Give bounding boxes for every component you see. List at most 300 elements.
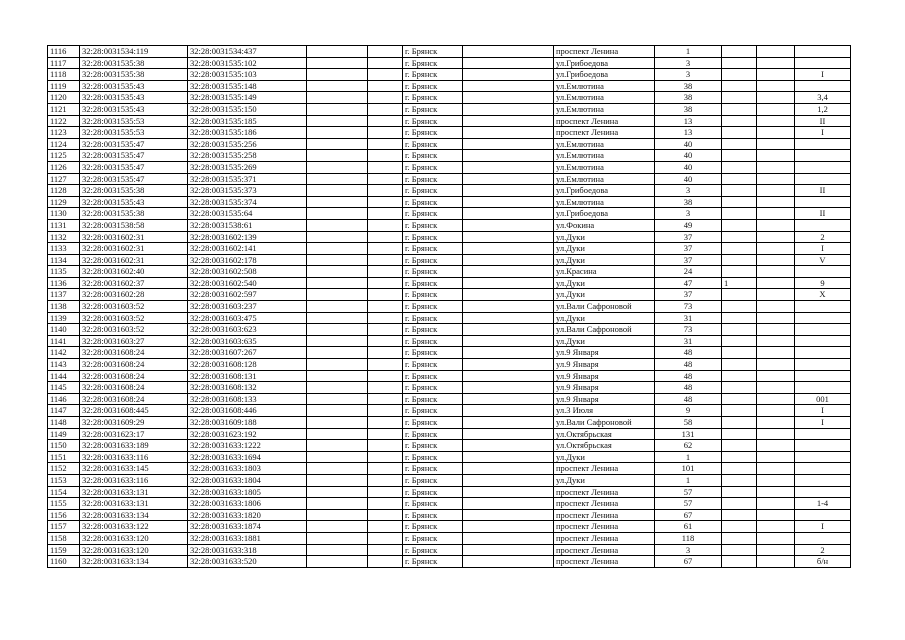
row-number-cell: 1156 <box>48 509 80 521</box>
street-cell: проспект Ленина <box>554 544 655 556</box>
parcel-cadastral-number-cell: 32:28:0031602:28 <box>80 289 188 301</box>
cadastral-register-table <box>47 45 851 568</box>
building-number-cell <box>722 92 757 104</box>
parcel-cadastral-number-cell: 32:28:0031535:43 <box>80 196 188 208</box>
empty-col-2-cell <box>368 208 403 220</box>
table-row <box>48 46 851 58</box>
city-cell: г. Брянск <box>403 405 463 417</box>
row-number-cell: 1159 <box>48 544 80 556</box>
empty-col-1-cell <box>307 138 368 150</box>
row-number-cell: 1154 <box>48 486 80 498</box>
table-row <box>48 266 851 278</box>
table-row <box>48 196 851 208</box>
city-cell: г. Брянск <box>403 556 463 568</box>
city-cell: г. Брянск <box>403 509 463 521</box>
house-number-cell: 40 <box>655 173 722 185</box>
empty-col-2-cell <box>368 498 403 510</box>
object-cadastral-number-cell: 32:28:0031535:258 <box>188 150 307 162</box>
row-number-cell: 1121 <box>48 103 80 115</box>
city-cell: г. Брянск <box>403 127 463 139</box>
object-cadastral-number-cell: 32:28:0031608:131 <box>188 370 307 382</box>
empty-col-4-cell <box>757 185 795 197</box>
table-row <box>48 312 851 324</box>
empty-col-2-cell <box>368 289 403 301</box>
empty-col-4-cell <box>757 127 795 139</box>
empty-col-2-cell <box>368 532 403 544</box>
street-cell: ул.Дуки <box>554 277 655 289</box>
premises-number-cell <box>795 46 851 58</box>
empty-col-4-cell <box>757 509 795 521</box>
parcel-cadastral-number-cell: 32:28:0031603:52 <box>80 312 188 324</box>
empty-col-2-cell <box>368 486 403 498</box>
house-number-cell: 3 <box>655 544 722 556</box>
row-number-cell: 1132 <box>48 231 80 243</box>
empty-col-3-cell <box>463 46 554 58</box>
empty-col-1-cell <box>307 92 368 104</box>
house-number-cell: 3 <box>655 185 722 197</box>
city-cell: г. Брянск <box>403 254 463 266</box>
row-number-cell: 1120 <box>48 92 80 104</box>
empty-col-4-cell <box>757 254 795 266</box>
building-number-cell <box>722 289 757 301</box>
building-number-cell <box>722 509 757 521</box>
object-cadastral-number-cell: 32:28:0031633:1694 <box>188 451 307 463</box>
house-number-cell: 40 <box>655 161 722 173</box>
building-number-cell <box>722 312 757 324</box>
table-row <box>48 556 851 568</box>
city-cell: г. Брянск <box>403 393 463 405</box>
row-number-cell: 1140 <box>48 324 80 336</box>
house-number-cell: 48 <box>655 347 722 359</box>
city-cell: г. Брянск <box>403 231 463 243</box>
empty-col-2-cell <box>368 219 403 231</box>
object-cadastral-number-cell: 32:28:0031633:1222 <box>188 440 307 452</box>
parcel-cadastral-number-cell: 32:28:0031535:53 <box>80 115 188 127</box>
row-number-cell: 1124 <box>48 138 80 150</box>
empty-col-3-cell <box>463 150 554 162</box>
object-cadastral-number-cell: 32:28:0031535:149 <box>188 92 307 104</box>
row-number-cell: 1127 <box>48 173 80 185</box>
city-cell: г. Брянск <box>403 92 463 104</box>
parcel-cadastral-number-cell: 32:28:0031602:31 <box>80 243 188 255</box>
city-cell: г. Брянск <box>403 196 463 208</box>
empty-col-2-cell <box>368 254 403 266</box>
house-number-cell: 37 <box>655 254 722 266</box>
house-number-cell: 57 <box>655 486 722 498</box>
empty-col-3-cell <box>463 277 554 289</box>
building-number-cell <box>722 196 757 208</box>
premises-number-cell: V <box>795 254 851 266</box>
empty-col-3-cell <box>463 382 554 394</box>
row-number-cell: 1157 <box>48 521 80 533</box>
premises-number-cell <box>795 440 851 452</box>
object-cadastral-number-cell: 32:28:0031602:139 <box>188 231 307 243</box>
object-cadastral-number-cell: 32:28:0031602:597 <box>188 289 307 301</box>
parcel-cadastral-number-cell: 32:28:0031535:47 <box>80 173 188 185</box>
premises-number-cell <box>795 150 851 162</box>
premises-number-cell <box>795 347 851 359</box>
empty-col-4-cell <box>757 208 795 220</box>
premises-number-cell <box>795 266 851 278</box>
empty-col-3-cell <box>463 474 554 486</box>
building-number-cell <box>722 254 757 266</box>
empty-col-3-cell <box>463 405 554 417</box>
empty-col-4-cell <box>757 150 795 162</box>
parcel-cadastral-number-cell: 32:28:0031633:189 <box>80 440 188 452</box>
empty-col-1-cell <box>307 521 368 533</box>
empty-col-4-cell <box>757 312 795 324</box>
house-number-cell: 40 <box>655 150 722 162</box>
object-cadastral-number-cell: 32:28:0031535:148 <box>188 80 307 92</box>
empty-col-3-cell <box>463 393 554 405</box>
street-cell: ул.Емлютина <box>554 103 655 115</box>
object-cadastral-number-cell: 32:28:0031608:133 <box>188 393 307 405</box>
row-number-cell: 1149 <box>48 428 80 440</box>
building-number-cell <box>722 138 757 150</box>
building-number-cell <box>722 417 757 429</box>
table-row <box>48 498 851 510</box>
empty-col-1-cell <box>307 451 368 463</box>
empty-col-2-cell <box>368 417 403 429</box>
empty-col-3-cell <box>463 509 554 521</box>
empty-col-4-cell <box>757 521 795 533</box>
empty-col-1-cell <box>307 382 368 394</box>
empty-col-1-cell <box>307 266 368 278</box>
premises-number-cell: I <box>795 127 851 139</box>
premises-number-cell <box>795 474 851 486</box>
table-row <box>48 486 851 498</box>
empty-col-4-cell <box>757 474 795 486</box>
premises-number-cell: 2 <box>795 544 851 556</box>
parcel-cadastral-number-cell: 32:28:0031623:17 <box>80 428 188 440</box>
empty-col-2-cell <box>368 80 403 92</box>
row-number-cell: 1122 <box>48 115 80 127</box>
object-cadastral-number-cell: 32:28:0031633:1820 <box>188 509 307 521</box>
empty-col-3-cell <box>463 138 554 150</box>
street-cell: ул.Дуки <box>554 231 655 243</box>
row-number-cell: 1142 <box>48 347 80 359</box>
row-number-cell: 1130 <box>48 208 80 220</box>
premises-number-cell <box>795 301 851 313</box>
building-number-cell <box>722 474 757 486</box>
row-number-cell: 1152 <box>48 463 80 475</box>
premises-number-cell <box>795 196 851 208</box>
empty-col-4-cell <box>757 440 795 452</box>
table-row <box>48 428 851 440</box>
premises-number-cell: 2 <box>795 231 851 243</box>
parcel-cadastral-number-cell: 32:28:0031633:131 <box>80 486 188 498</box>
street-cell: ул.Емлютина <box>554 196 655 208</box>
object-cadastral-number-cell: 32:28:0031602:141 <box>188 243 307 255</box>
building-number-cell <box>722 243 757 255</box>
row-number-cell: 1126 <box>48 161 80 173</box>
house-number-cell: 3 <box>655 208 722 220</box>
street-cell: проспект Ленина <box>554 498 655 510</box>
premises-number-cell <box>795 57 851 69</box>
building-number-cell <box>722 324 757 336</box>
empty-col-3-cell <box>463 103 554 115</box>
street-cell: ул.Дуки <box>554 474 655 486</box>
row-number-cell: 1119 <box>48 80 80 92</box>
street-cell: ул.Дуки <box>554 243 655 255</box>
empty-col-2-cell <box>368 335 403 347</box>
building-number-cell <box>722 370 757 382</box>
row-number-cell: 1153 <box>48 474 80 486</box>
street-cell: ул.9 Января <box>554 382 655 394</box>
city-cell: г. Брянск <box>403 301 463 313</box>
empty-col-3-cell <box>463 544 554 556</box>
row-number-cell: 1158 <box>48 532 80 544</box>
city-cell: г. Брянск <box>403 150 463 162</box>
empty-col-1-cell <box>307 185 368 197</box>
empty-col-3-cell <box>463 289 554 301</box>
empty-col-4-cell <box>757 451 795 463</box>
empty-col-4-cell <box>757 92 795 104</box>
parcel-cadastral-number-cell: 32:28:0031535:47 <box>80 161 188 173</box>
building-number-cell <box>722 498 757 510</box>
street-cell: ул.Грибоедова <box>554 185 655 197</box>
premises-number-cell <box>795 138 851 150</box>
street-cell: ул.Емлютина <box>554 150 655 162</box>
empty-col-3-cell <box>463 498 554 510</box>
building-number-cell <box>722 80 757 92</box>
empty-col-1-cell <box>307 486 368 498</box>
empty-col-2-cell <box>368 521 403 533</box>
building-number-cell: 1 <box>722 277 757 289</box>
house-number-cell: 24 <box>655 266 722 278</box>
house-number-cell: 101 <box>655 463 722 475</box>
parcel-cadastral-number-cell: 32:28:0031608:24 <box>80 370 188 382</box>
empty-col-1-cell <box>307 161 368 173</box>
building-number-cell <box>722 463 757 475</box>
premises-number-cell <box>795 486 851 498</box>
object-cadastral-number-cell: 32:28:0031633:1804 <box>188 474 307 486</box>
empty-col-4-cell <box>757 196 795 208</box>
premises-number-cell: I <box>795 243 851 255</box>
row-number-cell: 1160 <box>48 556 80 568</box>
premises-number-cell: X <box>795 289 851 301</box>
empty-col-4-cell <box>757 80 795 92</box>
house-number-cell: 62 <box>655 440 722 452</box>
parcel-cadastral-number-cell: 32:28:0031633:134 <box>80 509 188 521</box>
street-cell: ул.Дуки <box>554 312 655 324</box>
table-row <box>48 219 851 231</box>
house-number-cell: 38 <box>655 103 722 115</box>
house-number-cell: 67 <box>655 556 722 568</box>
empty-col-1-cell <box>307 324 368 336</box>
street-cell: ул.Дуки <box>554 335 655 347</box>
parcel-cadastral-number-cell: 32:28:0031602:31 <box>80 231 188 243</box>
building-number-cell <box>722 532 757 544</box>
empty-col-3-cell <box>463 127 554 139</box>
empty-col-2-cell <box>368 405 403 417</box>
table-row <box>48 405 851 417</box>
table-row <box>48 115 851 127</box>
empty-col-2-cell <box>368 544 403 556</box>
table-row <box>48 208 851 220</box>
table-row <box>48 161 851 173</box>
table-row <box>48 173 851 185</box>
empty-col-1-cell <box>307 312 368 324</box>
empty-col-3-cell <box>463 417 554 429</box>
house-number-cell: 40 <box>655 138 722 150</box>
house-number-cell: 31 <box>655 312 722 324</box>
empty-col-4-cell <box>757 301 795 313</box>
empty-col-4-cell <box>757 486 795 498</box>
table-row <box>48 324 851 336</box>
empty-col-3-cell <box>463 69 554 81</box>
empty-col-1-cell <box>307 498 368 510</box>
row-number-cell: 1134 <box>48 254 80 266</box>
empty-col-4-cell <box>757 498 795 510</box>
house-number-cell: 38 <box>655 92 722 104</box>
object-cadastral-number-cell: 32:28:0031603:623 <box>188 324 307 336</box>
street-cell: проспект Ленина <box>554 532 655 544</box>
street-cell: проспект Ленина <box>554 509 655 521</box>
city-cell: г. Брянск <box>403 46 463 58</box>
row-number-cell: 1117 <box>48 57 80 69</box>
premises-number-cell <box>795 359 851 371</box>
building-number-cell <box>722 347 757 359</box>
table-row <box>48 417 851 429</box>
city-cell: г. Брянск <box>403 289 463 301</box>
parcel-cadastral-number-cell: 32:28:0031602:37 <box>80 277 188 289</box>
city-cell: г. Брянск <box>403 324 463 336</box>
building-number-cell <box>722 405 757 417</box>
table-body <box>48 46 851 568</box>
empty-col-2-cell <box>368 556 403 568</box>
object-cadastral-number-cell: 32:28:0031535:103 <box>188 69 307 81</box>
empty-col-1-cell <box>307 80 368 92</box>
parcel-cadastral-number-cell: 32:28:0031535:38 <box>80 57 188 69</box>
house-number-cell: 37 <box>655 231 722 243</box>
object-cadastral-number-cell: 32:28:0031633:1806 <box>188 498 307 510</box>
empty-col-1-cell <box>307 277 368 289</box>
empty-col-3-cell <box>463 451 554 463</box>
house-number-cell: 58 <box>655 417 722 429</box>
empty-col-1-cell <box>307 405 368 417</box>
empty-col-4-cell <box>757 243 795 255</box>
empty-col-4-cell <box>757 532 795 544</box>
city-cell: г. Брянск <box>403 451 463 463</box>
building-number-cell <box>722 127 757 139</box>
parcel-cadastral-number-cell: 32:28:0031538:58 <box>80 219 188 231</box>
empty-col-3-cell <box>463 196 554 208</box>
table-row <box>48 289 851 301</box>
table-row <box>48 80 851 92</box>
house-number-cell: 49 <box>655 219 722 231</box>
empty-col-3-cell <box>463 266 554 278</box>
row-number-cell: 1125 <box>48 150 80 162</box>
city-cell: г. Брянск <box>403 544 463 556</box>
building-number-cell <box>722 382 757 394</box>
premises-number-cell <box>795 382 851 394</box>
premises-number-cell: II <box>795 185 851 197</box>
object-cadastral-number-cell: 32:28:0031535:373 <box>188 185 307 197</box>
empty-col-1-cell <box>307 289 368 301</box>
building-number-cell <box>722 428 757 440</box>
premises-number-cell <box>795 451 851 463</box>
row-number-cell: 1129 <box>48 196 80 208</box>
city-cell: г. Брянск <box>403 428 463 440</box>
empty-col-3-cell <box>463 532 554 544</box>
city-cell: г. Брянск <box>403 359 463 371</box>
empty-col-4-cell <box>757 277 795 289</box>
street-cell: ул.9 Января <box>554 347 655 359</box>
street-cell: ул.Красина <box>554 266 655 278</box>
object-cadastral-number-cell: 32:28:0031534:437 <box>188 46 307 58</box>
empty-col-4-cell <box>757 347 795 359</box>
parcel-cadastral-number-cell: 32:28:0031535:43 <box>80 103 188 115</box>
empty-col-1-cell <box>307 69 368 81</box>
empty-col-4-cell <box>757 405 795 417</box>
premises-number-cell <box>795 80 851 92</box>
row-number-cell: 1138 <box>48 301 80 313</box>
empty-col-2-cell <box>368 243 403 255</box>
table-row <box>48 277 851 289</box>
empty-col-2-cell <box>368 231 403 243</box>
street-cell: ул.Вали Сафроновой <box>554 301 655 313</box>
house-number-cell: 131 <box>655 428 722 440</box>
empty-col-1-cell <box>307 463 368 475</box>
street-cell: ул.9 Января <box>554 393 655 405</box>
parcel-cadastral-number-cell: 32:28:0031535:43 <box>80 80 188 92</box>
empty-col-3-cell <box>463 115 554 127</box>
table-row <box>48 509 851 521</box>
table-row <box>48 440 851 452</box>
street-cell: проспект Ленина <box>554 463 655 475</box>
row-number-cell: 1151 <box>48 451 80 463</box>
empty-col-2-cell <box>368 393 403 405</box>
premises-number-cell <box>795 509 851 521</box>
street-cell: проспект Ленина <box>554 115 655 127</box>
table-row <box>48 521 851 533</box>
parcel-cadastral-number-cell: 32:28:0031535:38 <box>80 208 188 220</box>
empty-col-3-cell <box>463 57 554 69</box>
empty-col-4-cell <box>757 359 795 371</box>
document-page <box>47 45 847 568</box>
building-number-cell <box>722 335 757 347</box>
house-number-cell: 38 <box>655 196 722 208</box>
premises-number-cell <box>795 312 851 324</box>
empty-col-2-cell <box>368 127 403 139</box>
object-cadastral-number-cell: 32:28:0031608:132 <box>188 382 307 394</box>
table-row <box>48 393 851 405</box>
empty-col-4-cell <box>757 138 795 150</box>
building-number-cell <box>722 69 757 81</box>
empty-col-2-cell <box>368 347 403 359</box>
parcel-cadastral-number-cell: 32:28:0031535:43 <box>80 92 188 104</box>
parcel-cadastral-number-cell: 32:28:0031535:38 <box>80 69 188 81</box>
object-cadastral-number-cell: 32:28:0031602:508 <box>188 266 307 278</box>
empty-col-4-cell <box>757 289 795 301</box>
street-cell: ул.Дуки <box>554 254 655 266</box>
street-cell: проспект Ленина <box>554 46 655 58</box>
empty-col-1-cell <box>307 335 368 347</box>
table-row <box>48 254 851 266</box>
building-number-cell <box>722 208 757 220</box>
premises-number-cell: 1,2 <box>795 103 851 115</box>
empty-col-4-cell <box>757 417 795 429</box>
empty-col-2-cell <box>368 92 403 104</box>
house-number-cell: 37 <box>655 289 722 301</box>
empty-col-4-cell <box>757 69 795 81</box>
empty-col-1-cell <box>307 556 368 568</box>
empty-col-2-cell <box>368 359 403 371</box>
object-cadastral-number-cell: 32:28:0031607:267 <box>188 347 307 359</box>
empty-col-2-cell <box>368 312 403 324</box>
empty-col-4-cell <box>757 463 795 475</box>
